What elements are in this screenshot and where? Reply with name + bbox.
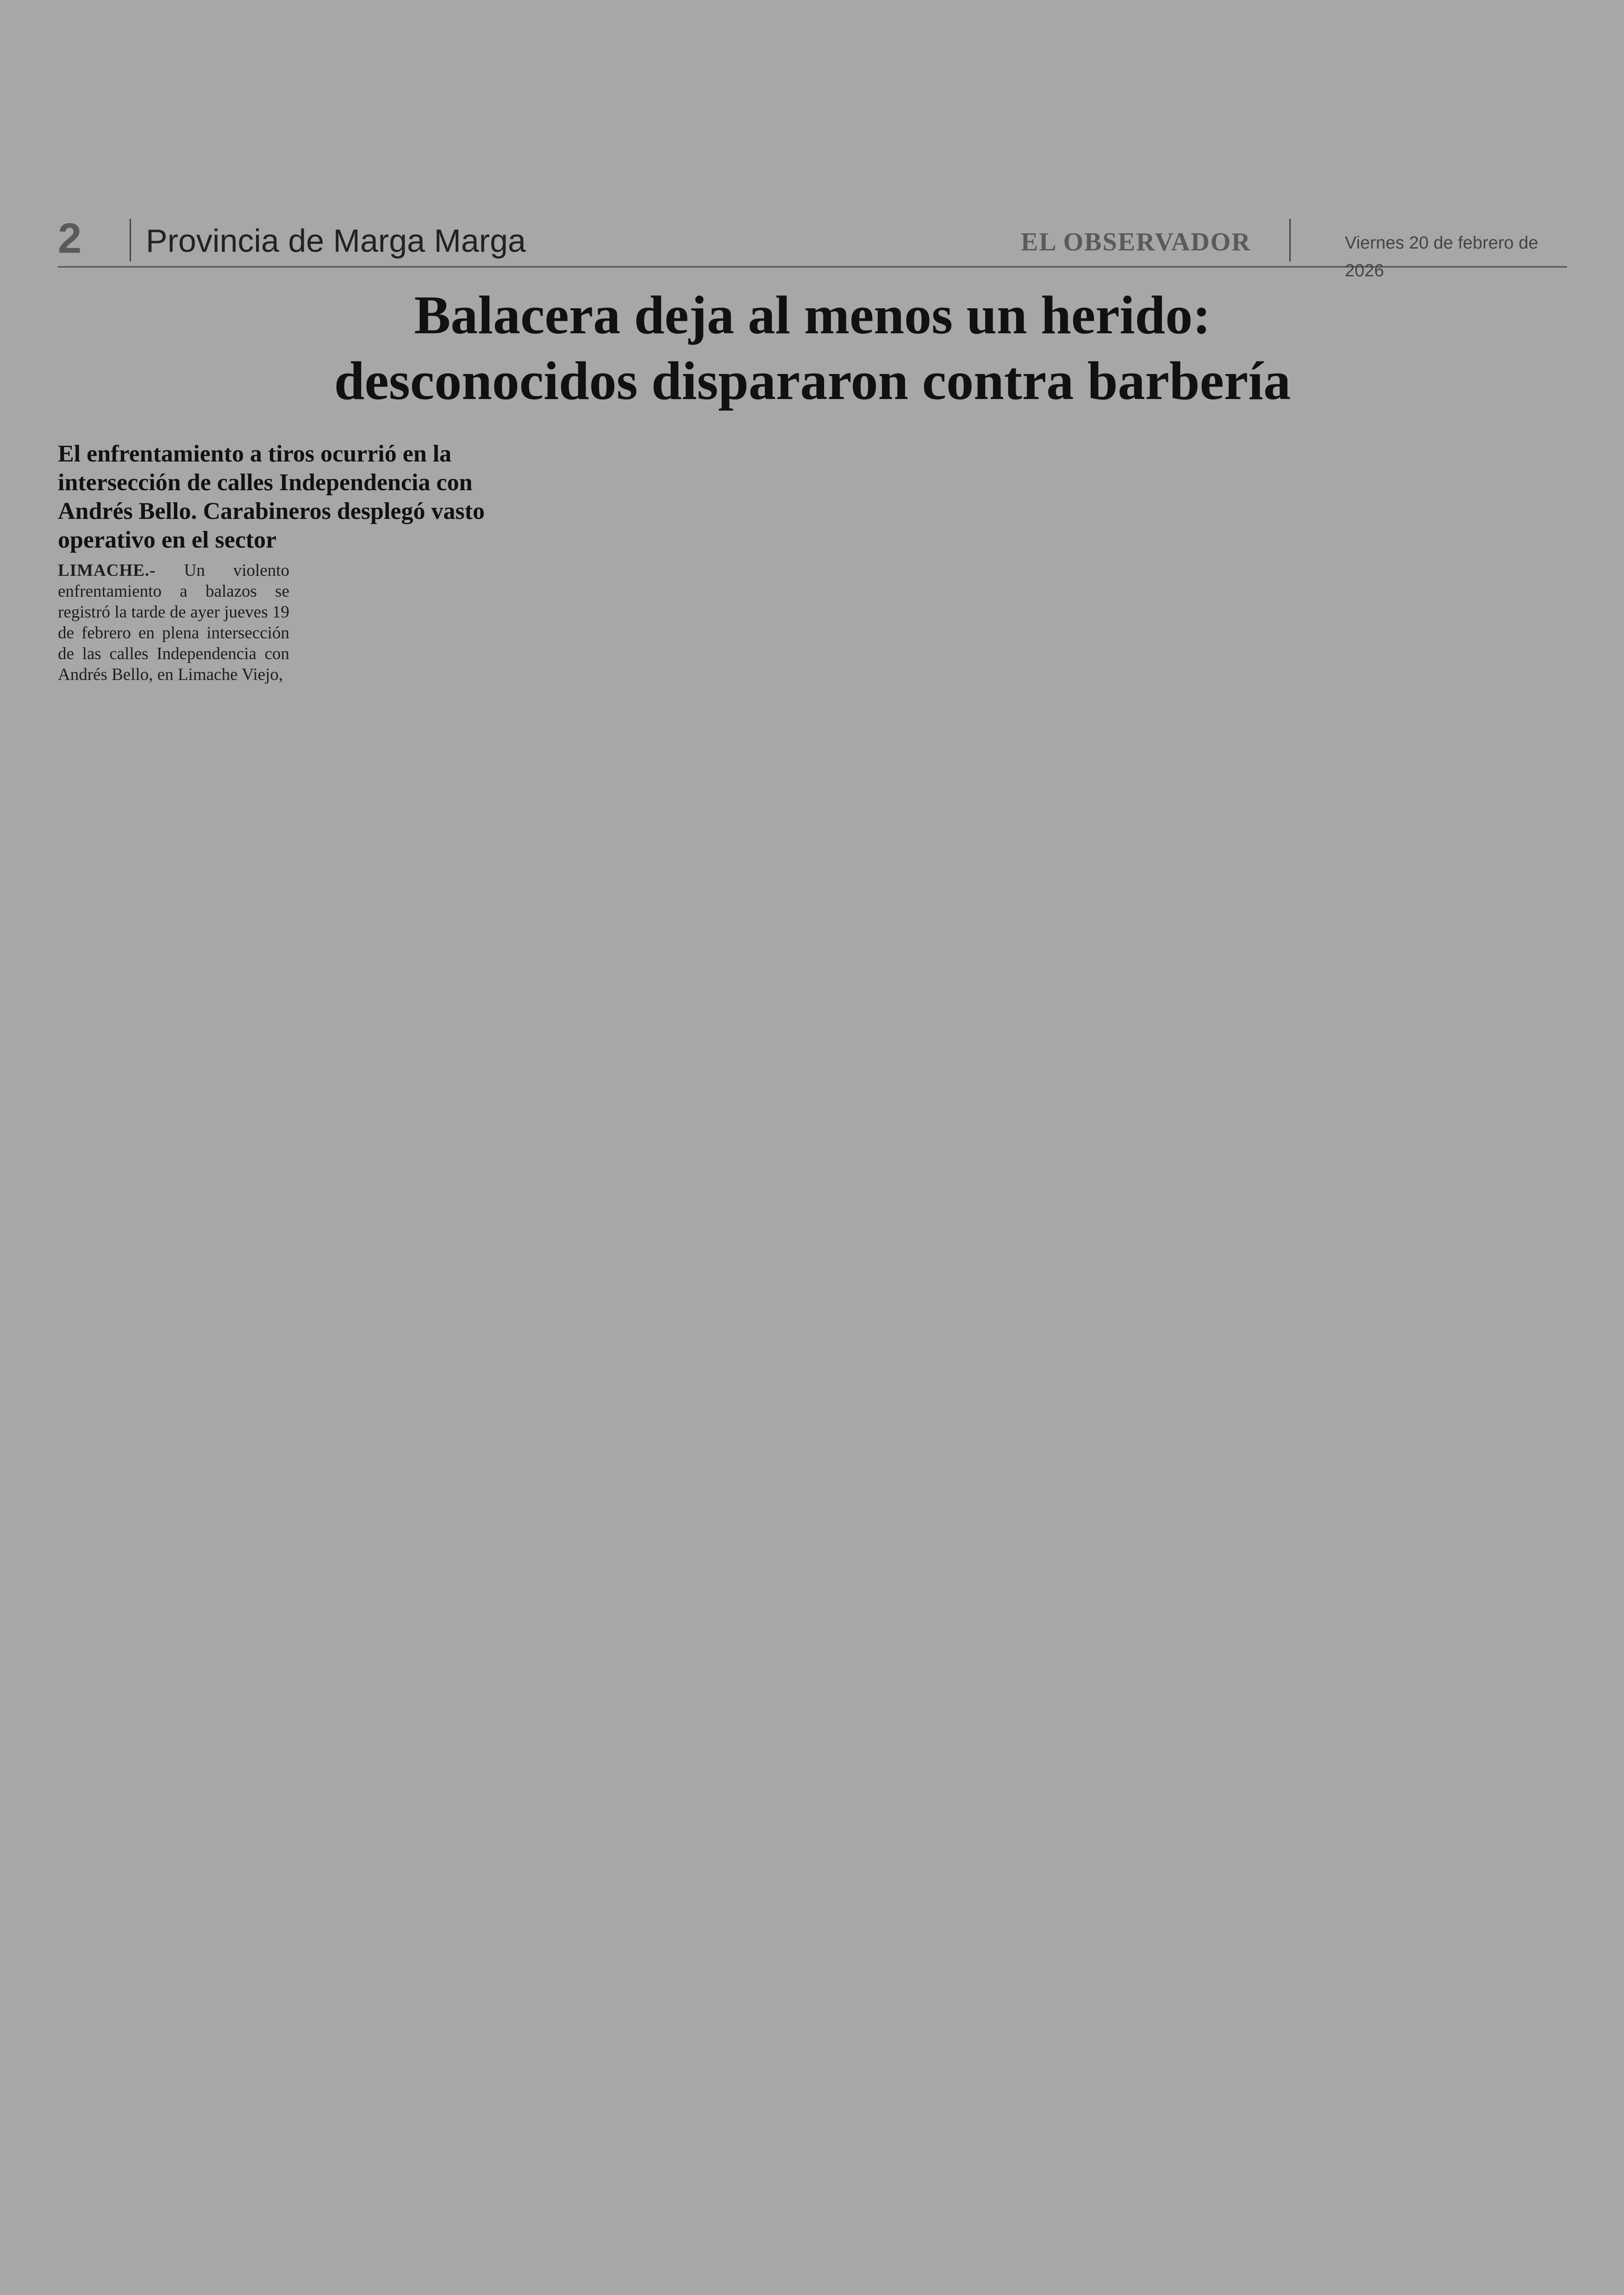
section-title: Provincia de Marga Marga xyxy=(146,223,526,259)
lead-paragraph xyxy=(58,560,289,685)
masthead-divider xyxy=(1289,219,1291,262)
dateline: LIMACHE.- xyxy=(58,561,156,580)
article-headline xyxy=(58,282,1567,414)
headline-line: desconocidos dispararon contra barbería xyxy=(334,350,1291,411)
issue-date: Viernes 20 de febrero de 2026 xyxy=(1345,233,1538,281)
lead-text: Un violento enfrentamiento a balazos se registró la tarde de ayer jueves 19 de febrero en plena intersección de las calles Independencia con Andrés Bello, en Limache Viejo, xyxy=(58,561,289,684)
headline-line: Balacera deja al menos un herido: xyxy=(414,285,1211,345)
page-number: 2 xyxy=(58,215,82,262)
article-deck: El enfrentamiento a tiros ocurrió en la intersección de calles Independencia con Andrés Bello. Carabineros desplegó vasto operativo en el sector xyxy=(58,441,485,553)
masthead xyxy=(58,215,1567,281)
masthead-divider xyxy=(130,219,131,262)
newspaper-name: EL OBSERVADOR xyxy=(1021,228,1251,256)
